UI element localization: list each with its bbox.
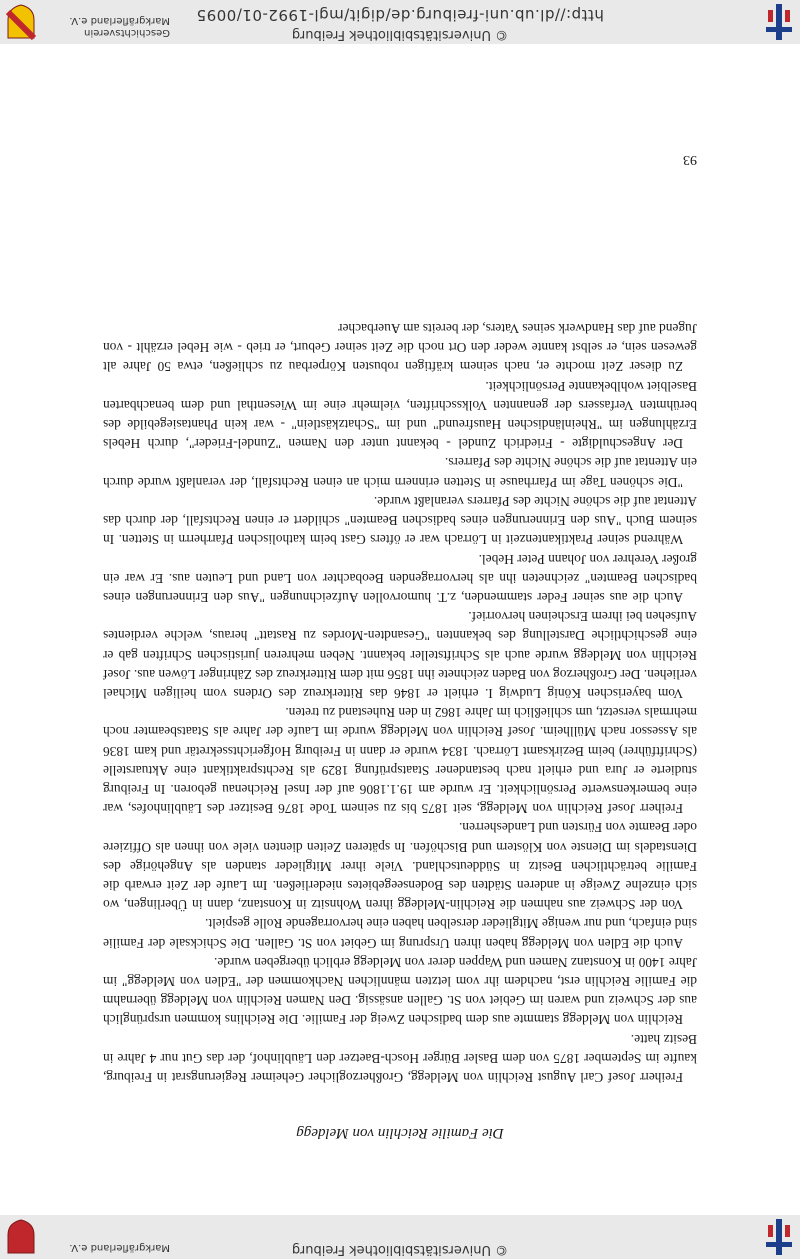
paragraph: Freiherr Josef Carl August Reichlin von Meldegg, Großherzoglicher Geheimer Regierungsrat in Freiburg, kaufte im September 1875 von dem Basler Bürger Hosch-Baetzer den Läublinhof, der das Gut nur 4 Jahre in Besitz hatte. bbox=[103, 1031, 697, 1085]
footer-society-name: Markgräflerland e.V. bbox=[69, 1242, 170, 1253]
paragraph: Zu dieser Zeit mochte er, nach seinem kräftigen robusten Körperbau zu schließen, etwa 50 Jahre alt gewesen sein, er selbst kannte weder den Ort noch die Zeit seiner Geburt, er trieb - wie Hebel erzählt - von Jugend auf das Handwerk seines Vaters, der bereits am Auerbacher bbox=[103, 321, 697, 375]
header-bar bbox=[0, 0, 800, 44]
paragraph: "Die schönen Tage im Pfarrhause in Stetten erinnern mich an einen Rechtsfall, der veranlaßt wurde durch ein Attentat auf die schöne Nichte des Pfarrers. bbox=[103, 455, 697, 490]
crest-icon bbox=[6, 1219, 36, 1255]
paragraph: Reichlin von Meldegg stammte aus dem badischen Zweig der Familie. Die Reichlins kommen ursprünglich aus der Schweiz und waren im Gebiet von St. Gallen ansässig. Den Namen Reichlin von Meldegg übernahm die Familie Reichlin erst, nachdem ihr vom letzten männlichen Nachkommen der "Edlen von Meldegg" im Jahre 1400 in Konstanz Namen und Wappen derer von Meldegg erblich übergeben wurde. bbox=[103, 954, 697, 1028]
footer-bar bbox=[0, 1215, 800, 1259]
paragraph: Auch die Edlen von Meldegg haben ihren Ursprung im Gebiet von St. Gallen. Die Schicksale der Familie sind einfach, und nur wenige Mitglieder derselben haben eine hervorragende Rolle gespielt. bbox=[103, 916, 697, 951]
paragraph: Während seiner Praktikantenzeit in Lörrach war er öfters Gast beim katholischen Pfarrherrn in Stetten. In seinem Buch "Aus den Erinnerungen eines badischen Beamten" schildert er einen Rechtsfall, der durch das Attentat auf die schöne Nichte des Pfarrers veranlaßt wurde. bbox=[103, 493, 697, 548]
body-text bbox=[103, 319, 697, 1087]
header-society-name: Geschichtsverein Markgräflerland e.V. bbox=[69, 15, 170, 38]
paragraph: Von der Schweiz aus nahmen die Reichlin-Meldegg ihren Wohnsitz in Konstanz, dann in Überlingen, wo sich einzelne Zweige in anderen Städten des Bodenseegebietes niederließen. Im Laufe der Zeit erwarb die Familie beträchtlichen Besitz in Süddeutschland. Viele ihrer Mitglieder standen als Angehörige des Dienstadels im Dienste von Klöstern und Bischöfen. In späteren Zeiten dienten viele von ihnen als Offiziere oder Beamte von Fürsten und Landesherren. bbox=[103, 820, 697, 913]
paragraph: Freiherr Josef Reichlin von Meldegg, seit 1875 bis zu seinem Tode 1876 Besitzer des Läublinhofes, war eine bemerkenswerte Persönlichkeit. Er wurde am 19.1.1806 auf der Insel Reichenau geboren. In Freiburg studierte er Jura und erhielt nach bestandener Staatsprüfung 1829 als Rechtspraktikant eine Aktuarstelle (Schriftführer) beim Bezirksamt Lörrach. 1834 wurde er dann in Freiburg Hofgerichtssekretär und kam 1836 als Assessor nach Müllheim. Josef Reichlin von Meldegg wurde im Laufe der Jahre als Staatsbeamter noch mehrmals versetzt, um schließlich im Jahre 1862 in den Ruhestand zu treten. bbox=[103, 705, 697, 817]
paragraph: Der Angeschuldigte - Friedrich Zundel - bekannt unter den Namen "Zundel-Frieder", durch Hebels Erzählungen im "Rheinländischen Hausfreund" und im "Schatzkästlein" - war kein Phantasiegebilde des berühmten Verfassers der genannten Volksschriften, vielmehr eine im Wiesenthal und dem benachbarten Baselbiet wohlbekannte Persönlichkeit. bbox=[103, 378, 697, 452]
paragraph: Auch die aus seiner Feder stammenden, z.T. humorvollen Aufzeichnungen "Aus den Erinnerungen eines badischen Beamten" zeichneten ihn als hervorragenden Beobachter von Land und Leuten aus. Er war ein großer Verehrer von Johann Peter Hebel. bbox=[103, 551, 697, 605]
header-copyright: © Universitätsbibliothek Freiburg bbox=[291, 27, 509, 42]
crest-icon bbox=[6, 4, 36, 40]
page-number: 93 bbox=[683, 152, 697, 167]
document-url-link[interactable]: http://dl.ub.uni-freiburg.de/digit/mgl-1992-01/0095 bbox=[196, 6, 604, 24]
running-title: Die Familie Reichlin von Meldegg bbox=[296, 1125, 504, 1141]
paragraph: Vom bayerischen König Ludwig I. erhielt er 1846 das Ritterkreuz des Ordens vom heiligen Michael verliehen. Der Großherzog von Baden zeichnete ihn 1856 mit dem Ritterkreuz des Zähringer Löwen aus. Josef Reichlin von Meldegg wurde auch als Schriftsteller bekannt. Neben mehreren juristischen Schriften gab er eine geschichtliche Darstellung des bekannten "Gesandten-Mordes zu Rastatt" heraus, welche verdientes Aufsehen bei ihrem Erscheinen hervorrief. bbox=[103, 609, 697, 701]
footer-copyright: © Universitätsbibliothek Freiburg bbox=[291, 1242, 509, 1257]
